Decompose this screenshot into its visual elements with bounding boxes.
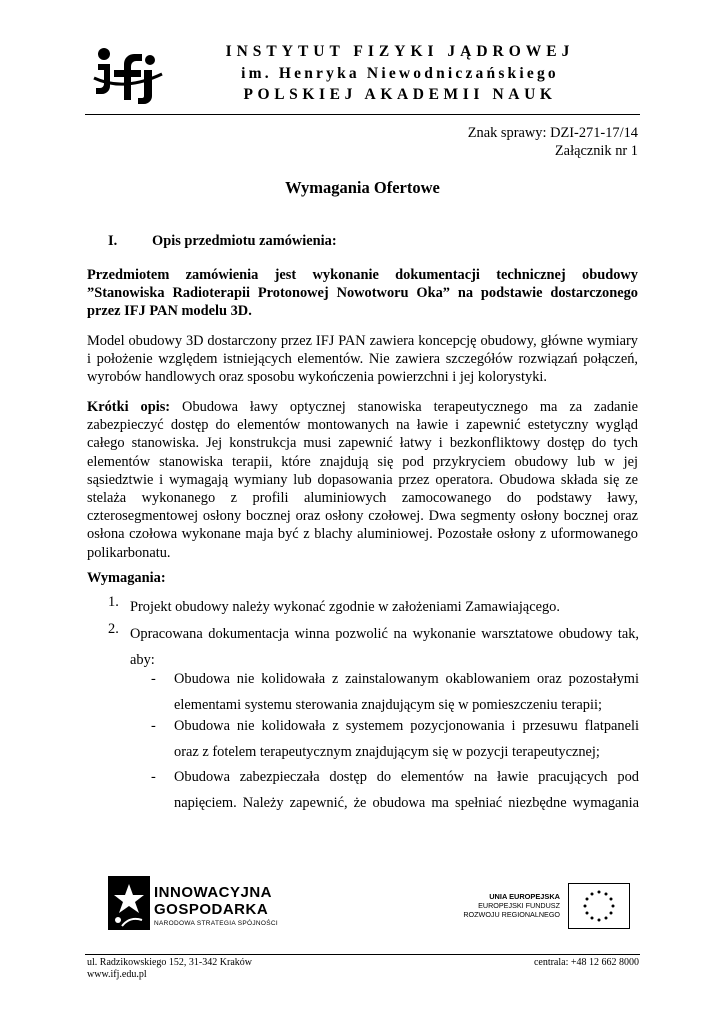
sub-item-bullet: -	[151, 769, 156, 785]
eu-line3: ROZWOJU REGIONALNEGO	[463, 910, 560, 919]
document-title: Wymagania Ofertowe	[285, 178, 440, 197]
eu-fund-text	[440, 892, 560, 919]
institute-name-line1: INSTYTUT FIZYKI JĄDROWEJ	[225, 43, 575, 60]
short-description-label: Krótki opis:	[87, 399, 171, 415]
eu-line1: UNIA EUROPEJSKA	[489, 892, 560, 901]
subject-paragraph: Przedmiotem zamówienia jest wykonanie dokumentacji technicznej obudowy ”Stanowiska Radioterapii Protonowej Nowotworu Oka” na podstawie dostarczonego przez IFJ PAN modelu 3D.	[87, 267, 638, 320]
sub-item: Obudowa nie kolidowała z systemem pozycjonowania i przesuwu flatpaneli oraz z fotelem terapeutycznym znajdującym się w pozycji terapeutycznej;	[174, 718, 639, 760]
model-paragraph: Model obudowy 3D dostarczony przez IFJ PAN zawiera koncepcję obudowy, główne wymiary i położenie względem istniejących elementów. Nie zawiera szczegółów rozwiązań połączeń, wyrobów handlowych oraz sposobu wykończenia powierzchni i jej kolorystyki.	[87, 333, 638, 386]
requirements-heading: Wymagania:	[87, 570, 166, 586]
footer-divider	[85, 954, 640, 955]
ifj-logo	[92, 40, 164, 104]
sub-item-bullet: -	[151, 718, 156, 734]
list-item: Projekt obudowy należy wykonać zgodnie w założeniami Zamawiającego.	[130, 599, 560, 615]
footer-phone: centrala: +48 12 662 8000	[533, 957, 639, 968]
institute-name-line3: POLSKIEJ AKADEMII NAUK	[243, 86, 557, 103]
short-description-paragraph	[87, 398, 638, 562]
eu-line2: EUROPEJSKI FUNDUSZ	[478, 901, 560, 910]
innowacyjna-gospodarka-logo	[108, 876, 278, 930]
institute-name-line2: im. Henryka Niewodniczańskiego	[241, 65, 559, 82]
short-description-text: Obudowa ławy optycznej stanowiska terapeutycznego ma za zadanie zabezpieczyć dostęp do elementów montowanych na ławie i zapewnić estetyczny wygląd całego stanowiska. Jej konstrukcja musi zapewnić łatwy i bezkonfliktowy dostęp do tych elementów stanowiska terapii, które znajdują się pod przykryciem obudowy lub w jej sąsiedztwie i wymagają wymiany lub dopasowania przez operatora. Obudowa składa się ze stelaża wykonanego z profili aluminiowych zamocowanego do podstawy ławy, czterosegmentowej osłony bocznej oraz osłony czołowej. Dwa segmenty osłony bocznej oraz osłona czołowa wykonane maja być z blachy aluminiowej. Pozostałe osłony z uformowanego polikarbonatu.	[87, 399, 638, 561]
list-item: Opracowana dokumentacja winna pozwolić na wykonanie warsztatowe obudowy tak, aby:	[130, 626, 639, 668]
header-divider	[85, 114, 640, 115]
footer-website-link[interactable]: www.ifj.edu.pl	[87, 969, 147, 980]
attachment-number: Załącznik nr 1	[554, 142, 638, 159]
case-reference	[468, 125, 638, 160]
case-number: Znak sprawy: DZI-271-17/14	[467, 125, 638, 141]
ig-logo-line3: NARODOWA STRATEGIA SPÓJNOŚCI	[154, 920, 278, 927]
ig-logo-line2: GOSPODARKA	[154, 901, 269, 918]
list-item-number: 1.	[108, 594, 119, 610]
star-figure-icon	[108, 876, 150, 930]
ig-logo-line1: INNOWACYJNA	[154, 884, 273, 901]
section-number: I.	[108, 233, 118, 249]
footer-address: ul. Radzikowskiego 152, 31-342 Kraków	[87, 957, 252, 968]
list-item-number: 2.	[108, 621, 119, 637]
sub-item-bullet: -	[151, 671, 156, 687]
sub-item: Obudowa nie kolidowała z zainstalowanym okablowaniem oraz pozostałymi elementami systemu sterowania znajdującym się w pomieszczeniu terapii;	[174, 671, 639, 713]
sub-item: Obudowa zabezpieczała dostęp do elementów na ławie pracujących pod napięciem. Należy zapewnić, że obudowa ma spełniać niezbędne wymagania	[174, 769, 639, 811]
eu-flag-icon	[568, 883, 630, 929]
section-title: Opis przedmiotu zamówienia:	[152, 233, 337, 249]
